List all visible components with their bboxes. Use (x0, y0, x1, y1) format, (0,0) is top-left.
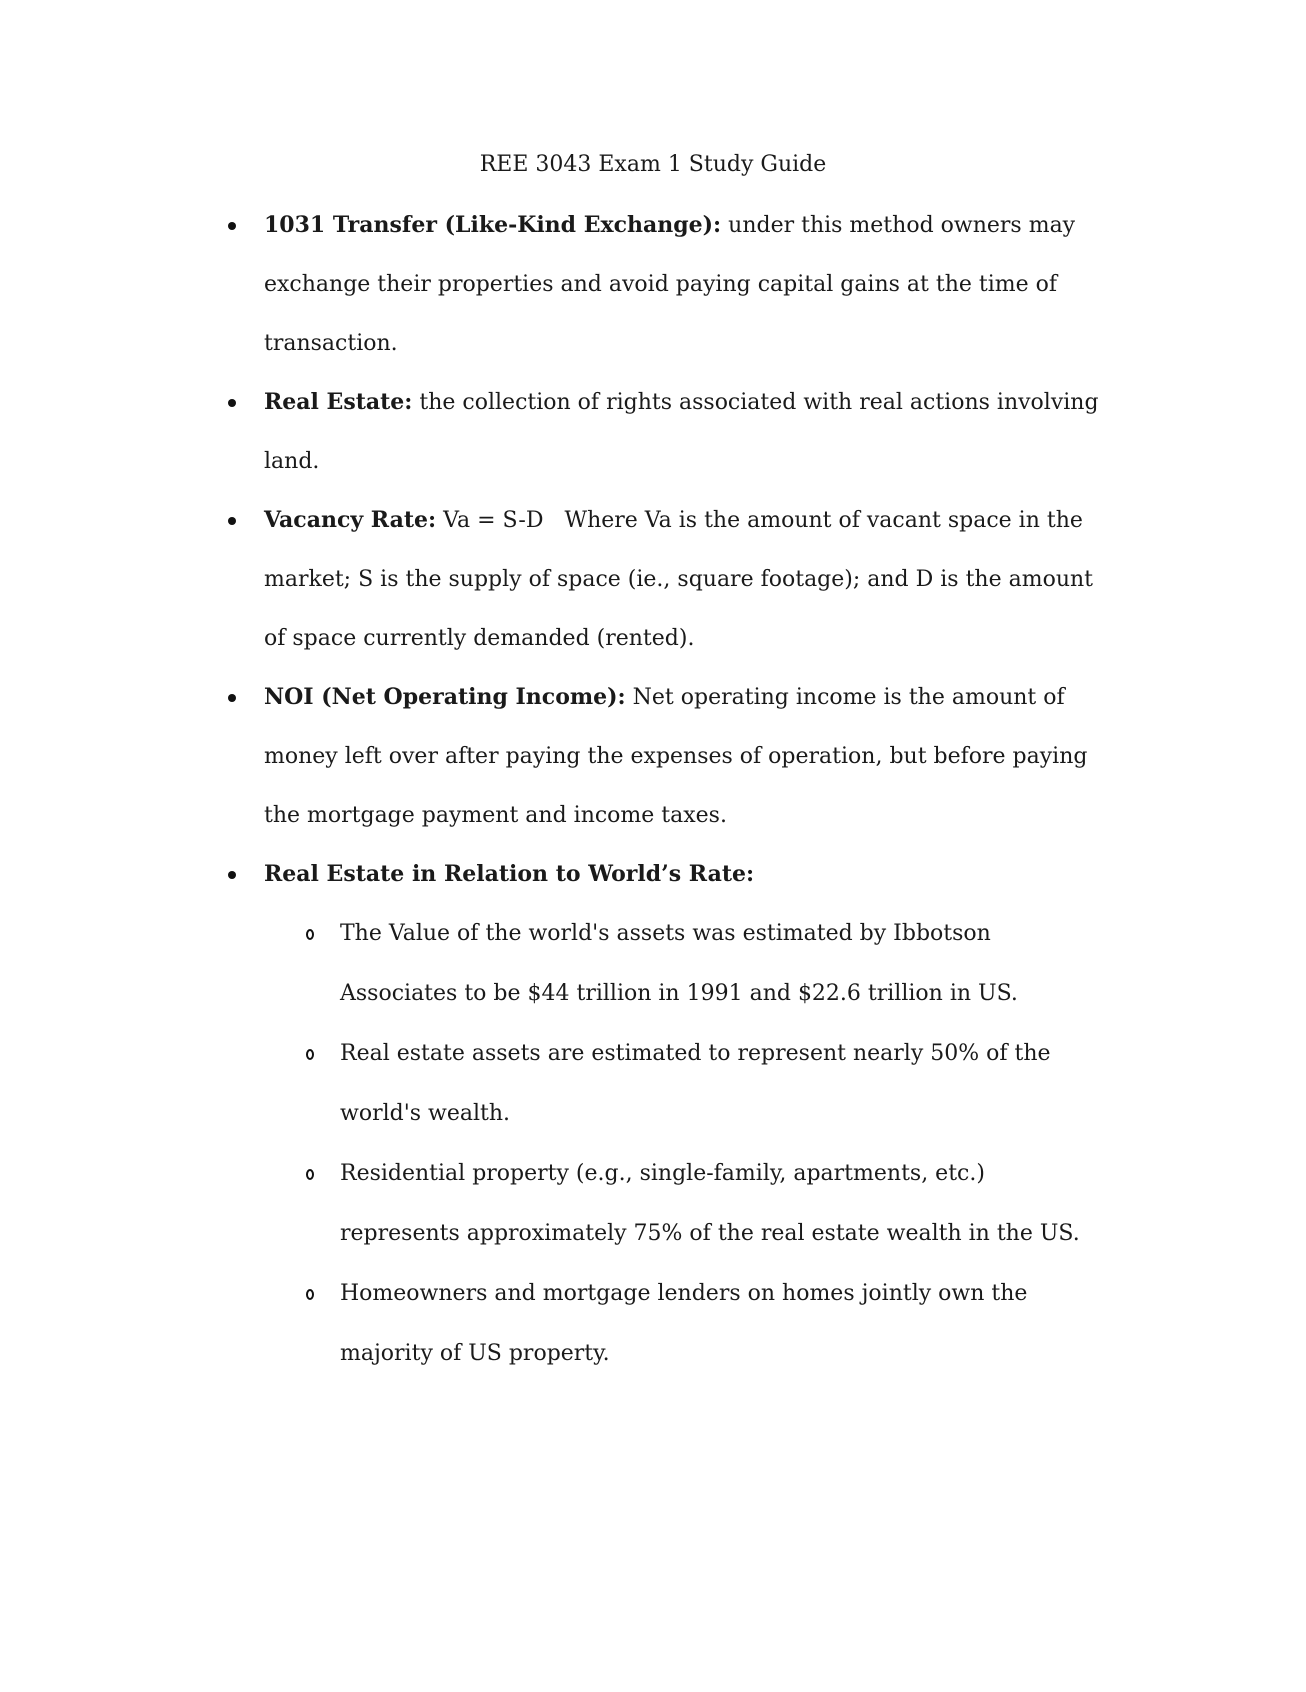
sub-list-item (340, 1144, 1100, 1264)
sub-item-text: Real estate assets are estimated to represent nearly 50% of the world's wealth. (340, 1041, 1051, 1126)
term-label: Real Estate in Relation to World’s Rate: (264, 861, 755, 887)
list-item (264, 668, 1104, 845)
list-item (264, 196, 1104, 373)
term-label: NOI (Net Operating Income): (264, 684, 626, 710)
list-item (264, 373, 1104, 491)
sub-item-text: The Value of the world's assets was estimated by Ibbotson Associates to be $44 trillion in 1991 and $22.6 trillion in US. (340, 921, 1018, 1006)
bullet-icon (228, 517, 236, 525)
term-definition: the collection of rights associated with real actions involving land. (264, 390, 1099, 474)
term-definition: Net operating income is the amount of money left over after paying the expenses of operation, but before paying the mortgage payment and income taxes. (264, 685, 1088, 828)
circle-bullet-icon (306, 1289, 314, 1300)
sub-list-item (340, 1024, 1100, 1144)
circle-bullet-icon (306, 1169, 314, 1180)
circle-bullet-icon (306, 1049, 314, 1060)
sub-list-item (340, 904, 1100, 1024)
sub-item-text: Residential property (e.g., single-family, apartments, etc.) represents approximately 75% of the real estate wealth in the US. (340, 1161, 1080, 1246)
term-definition: under this method owners may exchange their properties and avoid paying capital gains at the time of transaction. (264, 213, 1076, 356)
term-label: Real Estate: (264, 389, 413, 415)
circle-bullet-icon (306, 929, 314, 940)
bullet-icon (228, 871, 236, 879)
list-item (264, 845, 1104, 904)
bullet-icon (228, 399, 236, 407)
bullet-icon (228, 694, 236, 702)
term-label: Vacancy Rate: (264, 507, 437, 533)
sub-list-item (340, 1264, 1100, 1384)
document-title: REE 3043 Exam 1 Study Guide (479, 152, 827, 177)
term-label: 1031 Transfer (Like-Kind Exchange): (264, 212, 722, 238)
sub-item-text: Homeowners and mortgage lenders on homes jointly own the majority of US property. (340, 1281, 1028, 1366)
bullet-icon (228, 222, 236, 230)
list-item (264, 491, 1104, 668)
term-definition: Va = S-D Where Va is the amount of vacant space in the market; S is the supply of space (ie., square footage); and D is the amount of space currently demanded (rented). (264, 508, 1101, 651)
